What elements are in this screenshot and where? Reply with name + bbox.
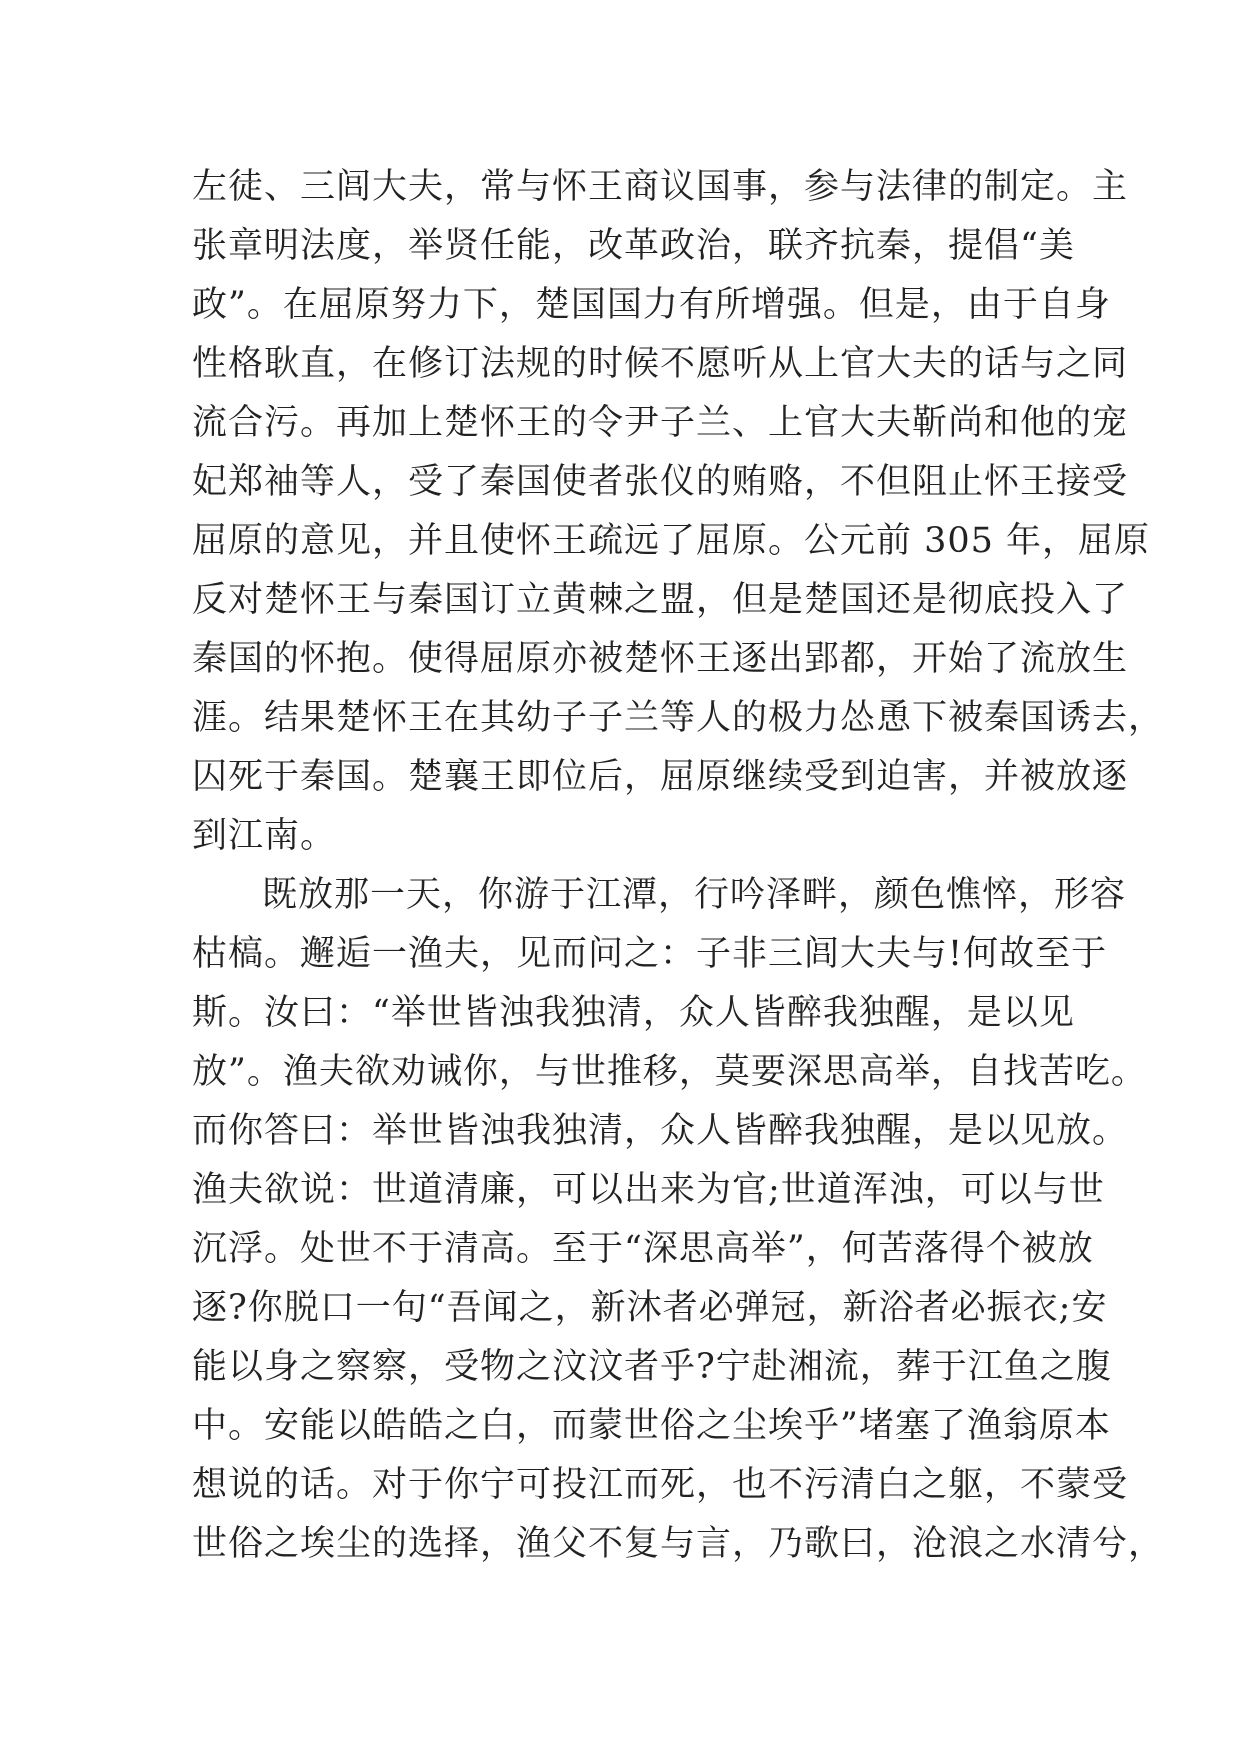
text-line: 反对楚怀王与秦国订立黄棘之盟，但是楚国还是彻底投入了 [192, 580, 1129, 620]
text-line: 放”。渔夫欲劝诫你，与世推移，莫要深思高举，自找苦吃。 [192, 1052, 1147, 1092]
text-line: 而你答曰：举世皆浊我独清，众人皆醉我独醒，是以见放。 [192, 1111, 1129, 1151]
text-line: 世俗之埃尘的选择，渔父不复与言，乃歌曰，沧浪之水清兮， [192, 1524, 1165, 1564]
text-line: 屈原的意见，并且使怀王疏远了屈原。公元前 305 年，屈原 [192, 521, 1151, 561]
text-line: 流合污。再加上楚怀王的令尹子兰、上官大夫靳尚和他的宠 [192, 403, 1129, 443]
text-line: 妃郑袖等人，受了秦国使者张仪的贿赂，不但阻止怀王接受 [192, 462, 1129, 502]
text-line: 斯。汝曰：“举世皆浊我独清，众人皆醉我独醒，是以见 [192, 993, 1075, 1033]
text-line: 想说的话。对于你宁可投江而死，也不污清白之躯，不蒙受 [192, 1465, 1129, 1505]
text-line: 性格耿直，在修订法规的时候不愿听从上官大夫的话与之同 [192, 344, 1129, 384]
text-line: 到江南。 [192, 816, 337, 856]
text-line: 涯。结果楚怀王在其幼子子兰等人的极力怂恿下被秦国诱去， [192, 698, 1165, 738]
text-line: 枯槁。邂逅一渔夫，见而问之：子非三闾大夫与!何故至于 [192, 934, 1108, 974]
text-line: 政”。在屈原努力下，楚国国力有所增强。但是，由于自身 [192, 285, 1111, 325]
text-line: 中。安能以皓皓之白，而蒙世俗之尘埃乎”堵塞了渔翁原本 [192, 1406, 1111, 1446]
text-line: 囚死于秦国。楚襄王即位后，屈原继续受到迫害，并被放逐 [192, 757, 1129, 797]
text-line: 左徒、三闾大夫，常与怀王商议国事，参与法律的制定。主 [192, 167, 1129, 207]
paragraph-1 [192, 158, 1165, 866]
text-line: 既放那一天，你游于江潭，行吟泽畔，颜色憔悴，形容 [262, 875, 1127, 915]
text-line: 渔夫欲说：世道清廉，可以出来为官;世道浑浊，可以与世 [192, 1170, 1105, 1210]
text-line: 逐?你脱口一句“吾闻之，新沐者必弹冠，新浴者必振衣;安 [192, 1288, 1108, 1328]
body-text [192, 158, 1165, 1574]
text-line: 张章明法度，举贤任能，改革政治，联齐抗秦，提倡“美 [192, 226, 1075, 266]
text-line: 沉浮。处世不于清高。至于“深思高举”，何苦落得个被放 [192, 1229, 1094, 1269]
text-line: 能以身之察察，受物之汶汶者乎?宁赴湘流，葬于江鱼之腹 [192, 1347, 1112, 1387]
text-line: 秦国的怀抱。使得屈原亦被楚怀王逐出郢都，开始了流放生 [192, 639, 1129, 679]
paragraph-2 [192, 866, 1165, 1574]
